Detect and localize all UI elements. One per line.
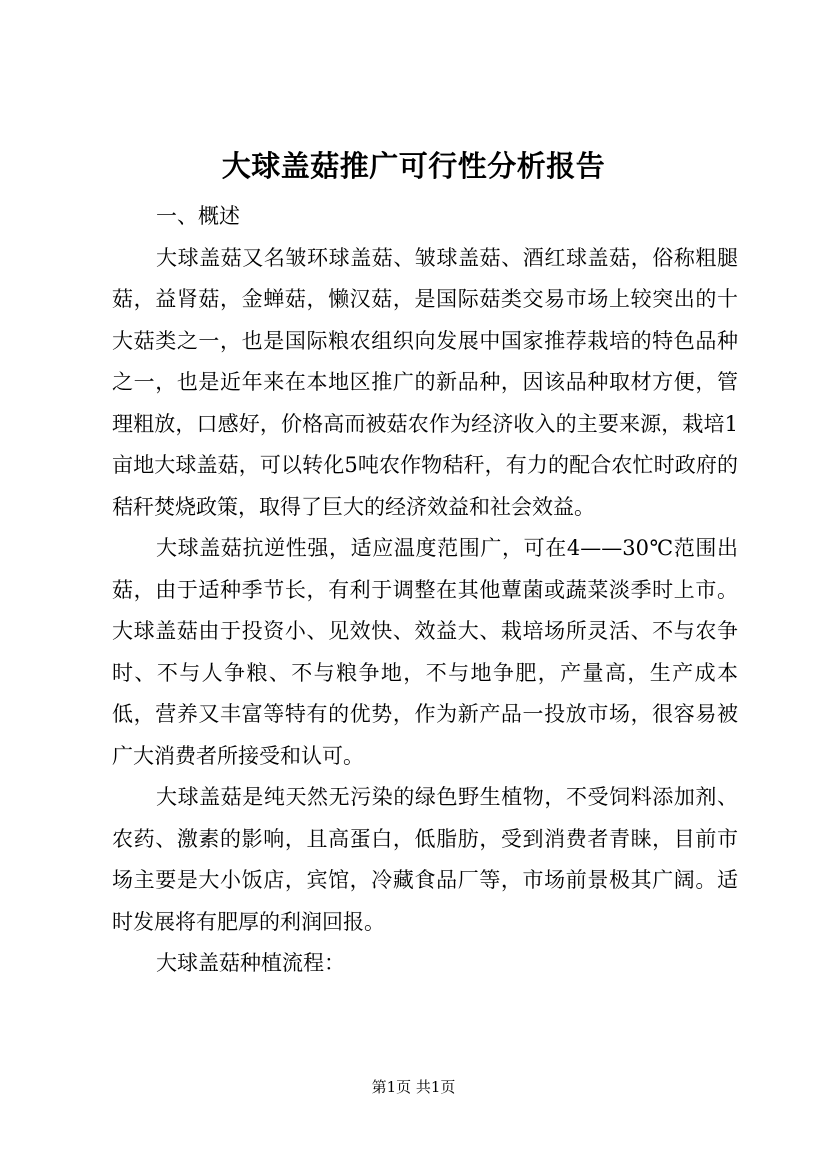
paragraph-overview: 大球盖菇又名皱环球盖菇、皱球盖菇、酒红球盖菇，俗称粗腿菇，益肾菇，金蝉菇，懒汉菇，是国际菇类交易市场上较突出的十大菇类之一，也是国际粮农组织向发展中国家推荐栽培的特色品种之一，也是近年来在本地区推广的新品种，因该品种取材方便，管理粗放，口感好，价格高而被菇农作为经济收入的主要来源，栽培1亩地大球盖菇，可以转化5吨农作物秸秆，有力的配合农忙时政府的秸秆焚烧政策，取得了巨大的经济效益和社会效益。 [112,245,738,519]
paragraph-adaptability: 大球盖菇抗逆性强，适应温度范围广，可在4——30℃范围出菇，由于适种季节长，有利于调整在其他蕈菌或蔬菜淡季时上市。大球盖菇由于投资小、见效快、效益大、栽培场所灵活、不与农争时、不与人争粮、不与粮争地，不与地争肥，产量高，生产成本低，营养又丰富等特有的优势，作为新产品一投放市场，很容易被广大消费者所接受和认可。 [112,536,738,768]
section-heading: 一、概述 [156,204,240,228]
document-title: 大球盖菇推广可行性分析报告 [221,149,606,183]
document-body [112,196,738,985]
paragraph-market: 大球盖菇是纯天然无污染的绿色野生植物，不受饲料添加剂、农药、激素的影响，且高蛋白，低脂肪，受到消费者青睐，目前市场主要是大小饭店，宾馆，冷藏食品厂等，市场前景极其广阔。适时发展将有肥厚的利润回报。 [112,785,738,934]
page-footer: 第1页 共1页 [371,1078,456,1096]
paragraph-planting-process: 大球盖菇种植流程： [156,951,345,975]
